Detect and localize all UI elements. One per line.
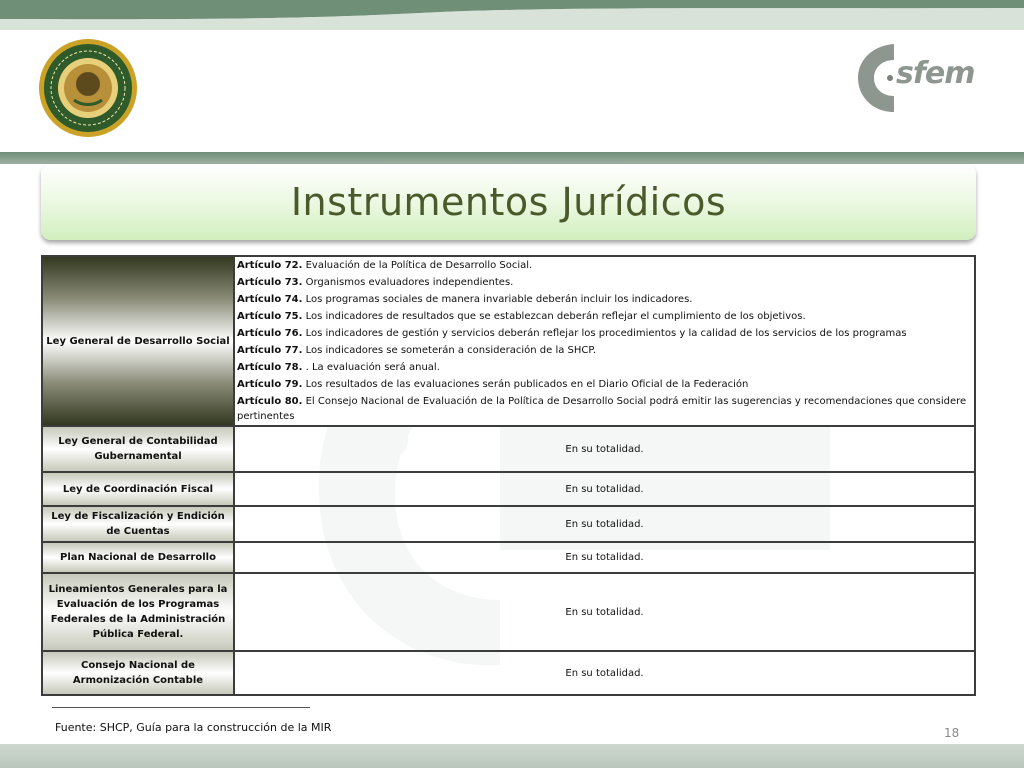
law-scope: En su totalidad. (565, 443, 644, 455)
article-item: Artículo 78. . La evaluación será anual. (237, 362, 440, 373)
article-item: Artículo 74. Los programas sociales de manera invariable deberán incluir los indicadores. (237, 294, 693, 305)
bottom-band-decoration (0, 744, 1024, 768)
title-box (41, 164, 976, 240)
table-row (42, 472, 975, 506)
law-scope-cell (234, 506, 975, 542)
law-name: Ley General de Desarrollo Social (46, 335, 230, 347)
law-scope: En su totalidad. (565, 667, 644, 679)
article-item: Artículo 75. Los indicadores de resultados que se establezcan deberán reflejar el cumplimiento de los objetivos. (237, 311, 806, 322)
article-item: Artículo 77. Los indicadores se someterán a consideración de la SHCP. (237, 345, 597, 356)
law-name-cell (42, 542, 234, 573)
footnote-divider (52, 707, 310, 708)
law-scope-cell (234, 651, 975, 695)
table-row (42, 256, 975, 426)
article-item: Artículo 76. Los indicadores de gestión y servicios deberán reflejar los procedimientos y la calidad de los servicios de los programas (237, 328, 907, 339)
top-band-decoration (0, 0, 1024, 30)
law-scope-cell (234, 542, 975, 573)
legal-instruments-table (41, 255, 976, 696)
law-name: Consejo Nacional de Armonización Contable (72, 660, 204, 686)
law-name: Ley de Fiscalización y Endición de Cuentas (51, 511, 225, 537)
table-row (42, 573, 975, 651)
law-scope: En su totalidad. (565, 606, 644, 618)
article-item: Artículo 79. Los resultados de las evaluaciones serán publicados en el Diario Oficial de la Federación (237, 379, 749, 390)
article-item: Artículo 73. Organismos evaluadores independientes. (237, 277, 514, 288)
law-scope-cell (234, 573, 975, 651)
law-name-cell (42, 256, 234, 426)
article-item: Artículo 80. El Consejo Nacional de Evaluación de la Política de Desarrollo Social podrá emitir las sugerencias y recomendaciones que considere pertinentes (237, 396, 967, 422)
law-scope: En su totalidad. (565, 518, 644, 530)
law-name-cell (42, 472, 234, 506)
law-name-cell (42, 506, 234, 542)
source-note: Fuente: SHCP, Guía para la construcción de la MIR (55, 721, 332, 734)
law-name: Ley General de Contabilidad Gubernamental (58, 436, 218, 462)
articles-cell (234, 256, 975, 426)
law-name: Plan Nacional de Desarrollo (60, 552, 216, 563)
table-row (42, 651, 975, 695)
page-number: 18 (944, 726, 960, 740)
legislature-seal-logo (38, 38, 138, 138)
sfem-logo-text: sfem (896, 56, 975, 91)
table-row (42, 426, 975, 472)
page-title: Instrumentos Jurídicos (290, 180, 727, 224)
law-scope-cell (234, 426, 975, 472)
table-row (42, 542, 975, 573)
law-name-cell (42, 651, 234, 695)
law-scope: En su totalidad. (565, 483, 644, 495)
table-row (42, 506, 975, 542)
law-name: Lineamientos Generales para la Evaluación de los Programas Federales de la Administración Pública Federal. (48, 584, 228, 640)
article-item: Artículo 72. Evaluación de la Política de Desarrollo Social. (237, 260, 533, 271)
law-scope: En su totalidad. (565, 552, 644, 563)
law-name-cell (42, 573, 234, 651)
sfem-logo (856, 42, 986, 114)
law-name: Ley de Coordinación Fiscal (62, 483, 214, 495)
header-divider-band (0, 152, 1024, 164)
law-scope-cell (234, 472, 975, 506)
law-name-cell (42, 426, 234, 472)
